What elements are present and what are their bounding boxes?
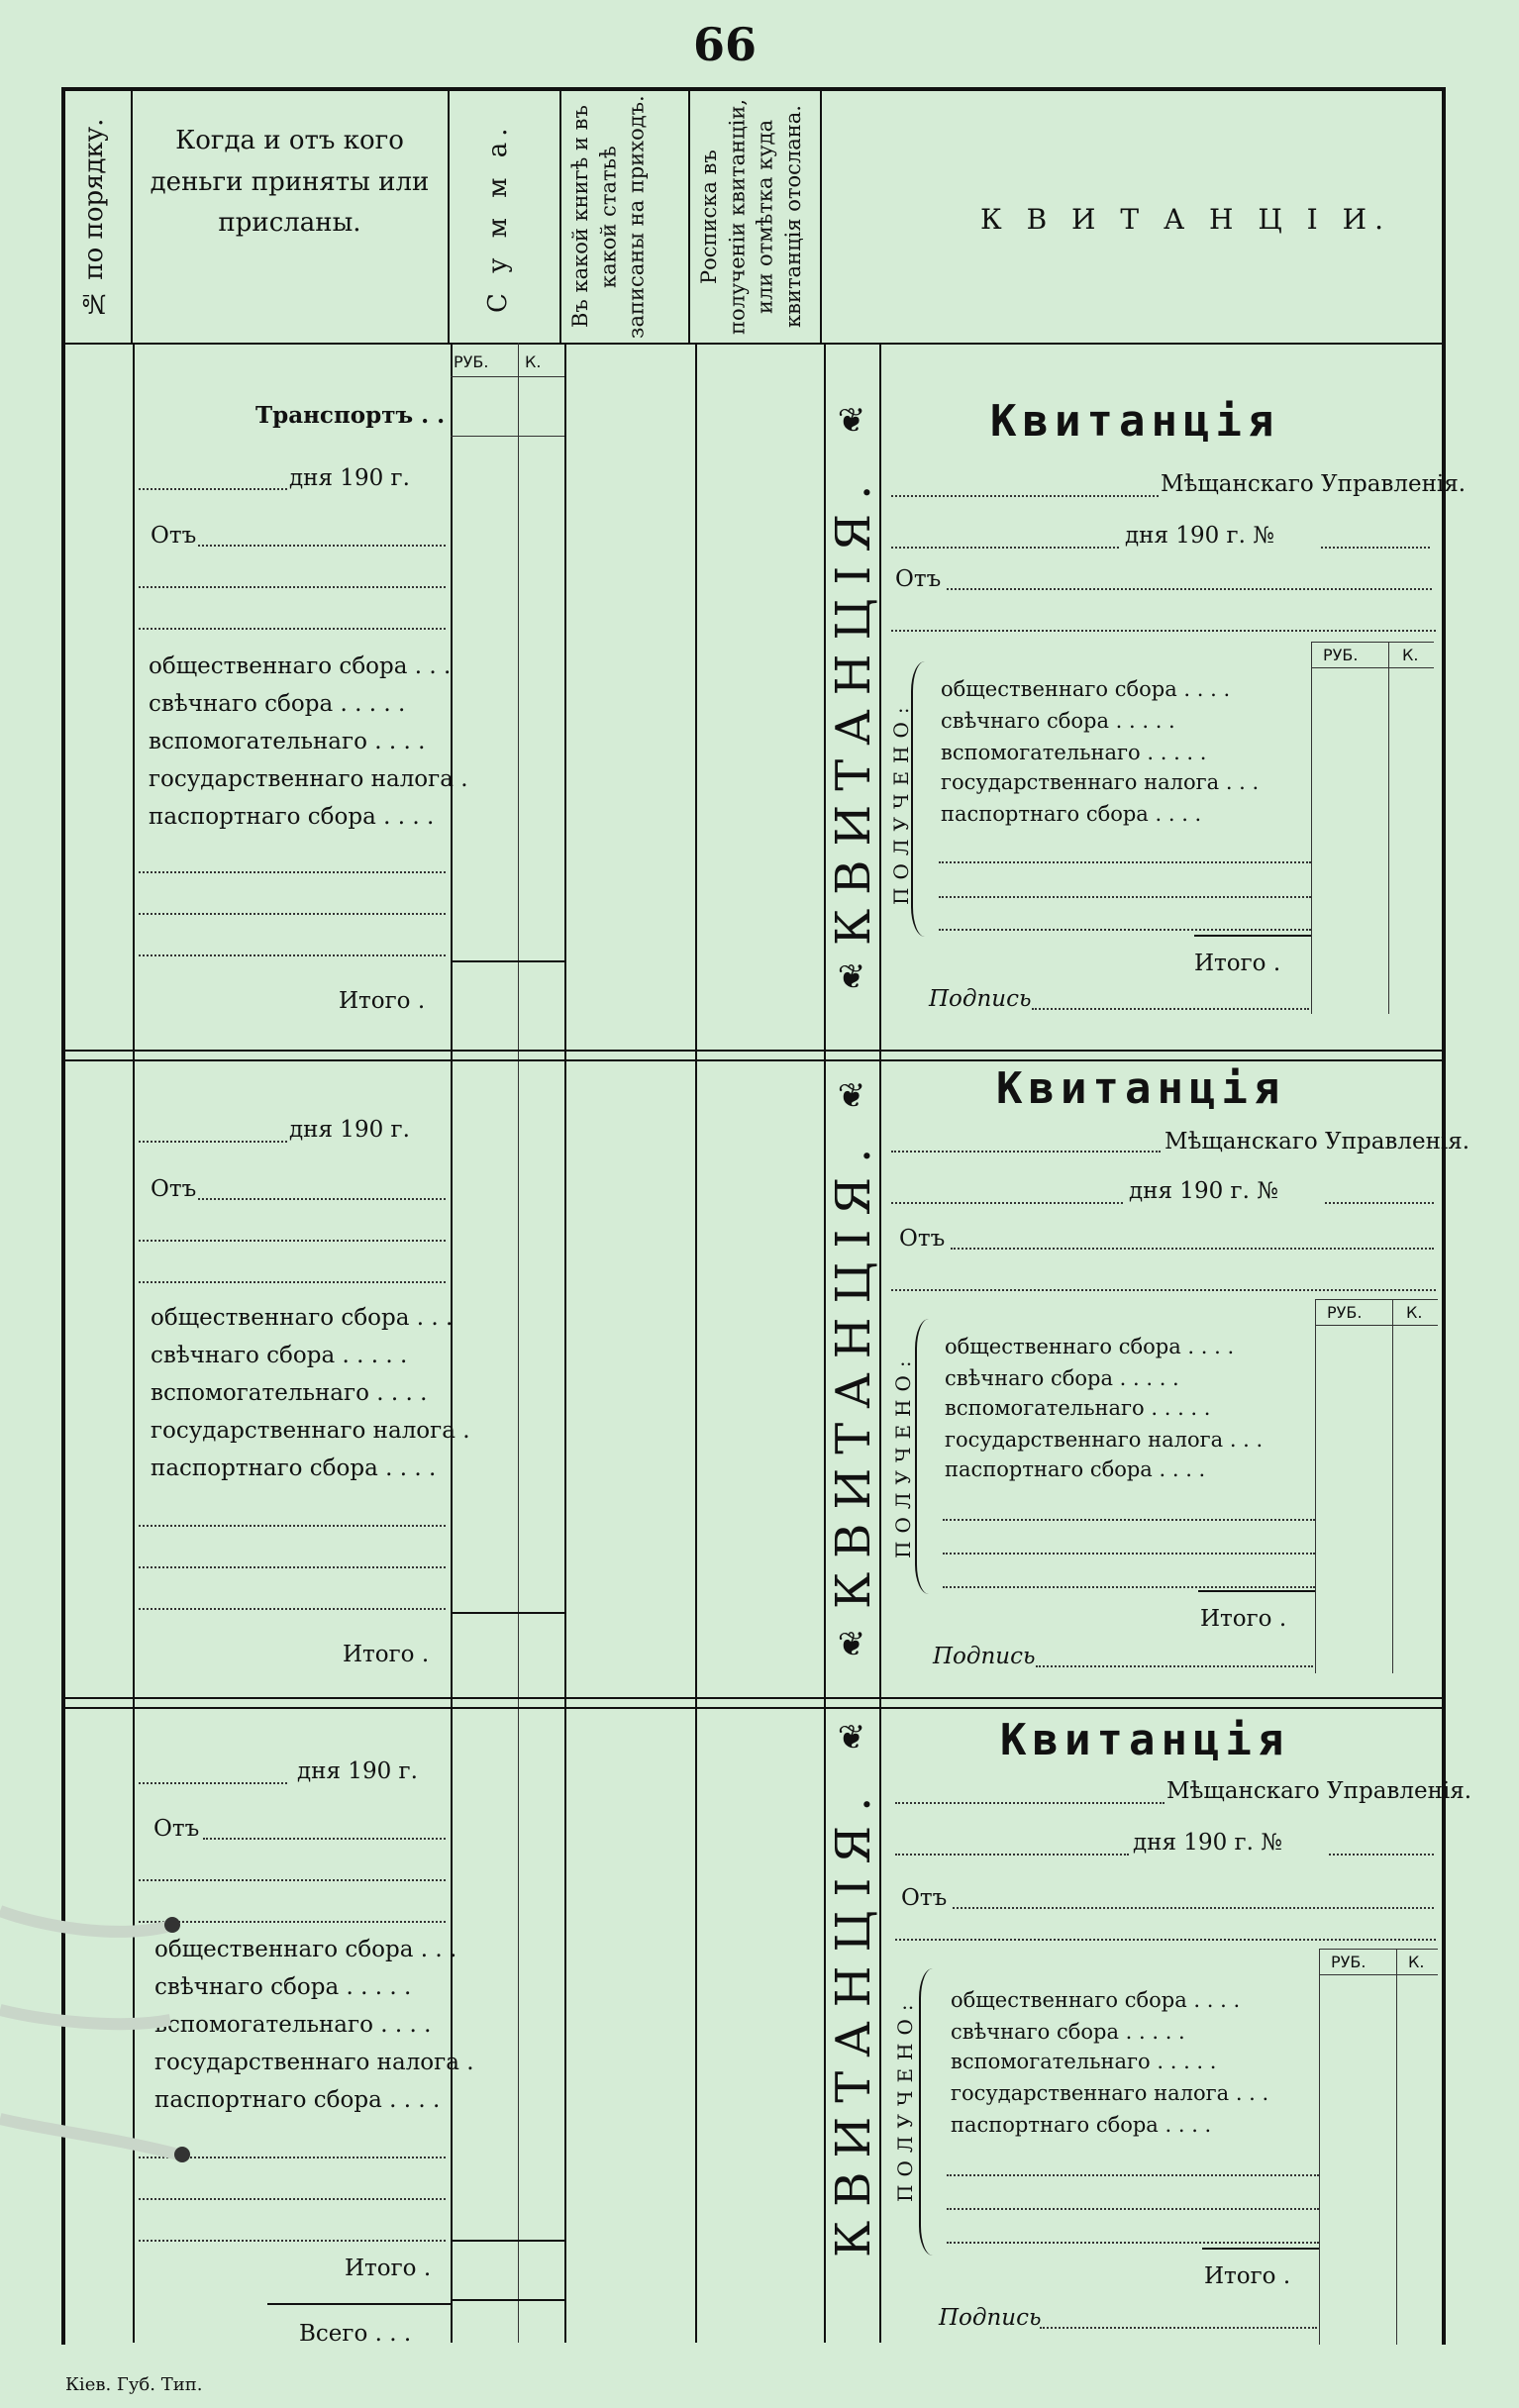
blank-dots: [139, 1608, 446, 1610]
receipt1-title: Квитанція: [990, 396, 1280, 447]
units-rule: [1396, 1949, 1397, 2345]
receipt1-rub-label: РУБ.: [1323, 646, 1359, 664]
stub2-item: свѣчнаго сбора . . . . .: [151, 1343, 408, 1368]
spine-title: КВИТАНЦІЯ.: [826, 470, 881, 946]
signature-dots: [1032, 1008, 1309, 1010]
receipt2-item: паспортнаго сбора . . . .: [945, 1457, 1206, 1481]
header-col-sign: Росписка въ полученіи квитанціи, или отмѣтка куда квитанція отослана.: [697, 99, 806, 336]
receipt3-item: паспортнаго сбора . . . .: [951, 2113, 1212, 2137]
stub3-item: паспортнаго сбора . . . .: [154, 2087, 441, 2113]
header-col-number: № по порядку.: [79, 118, 109, 318]
section-divider: [61, 1707, 1444, 1709]
receipt2-kop-label: К.: [1406, 1303, 1423, 1322]
total-rule: [1198, 1590, 1315, 1592]
blank-dots: [139, 954, 446, 956]
header-sep: [559, 87, 561, 343]
blank-dots: [891, 1289, 1436, 1291]
receipt2-date: дня 190 г. №: [1129, 1178, 1278, 1204]
body-sep: [518, 343, 519, 2343]
received-label: ПОЛУЧЕНО:: [893, 1996, 917, 2202]
receipt1-office: Мѣщанскаго Управленія.: [1161, 471, 1467, 497]
header-sep: [688, 87, 690, 343]
header-sep: [131, 87, 133, 343]
receipt3-item: общественнаго сбора . . . .: [951, 1988, 1241, 2012]
receipt1-item: вспомогательнаго . . . . .: [941, 741, 1207, 764]
receipt1-total: Итого .: [1194, 951, 1281, 976]
blank-dots: [139, 2198, 446, 2200]
receipt2-item: государственнаго налога . . .: [945, 1428, 1264, 1452]
date-dots: [139, 1782, 287, 1784]
units-rule: [1315, 1325, 1438, 1326]
date-dots: [139, 1141, 287, 1143]
total-rule: [1194, 935, 1311, 937]
brace: [919, 1968, 935, 2256]
receipt3-kop-label: К.: [1408, 1953, 1425, 1971]
receipt3-rub-label: РУБ.: [1331, 1953, 1367, 1971]
blank-dots: [895, 1939, 1436, 1941]
receipt3-item: свѣчнаго сбора . . . . .: [951, 2020, 1185, 2044]
received-label: ПОЛУЧЕНО:: [889, 699, 913, 905]
receipt3-date: дня 190 г. №: [1133, 1830, 1282, 1856]
receipt2-office: Мѣщанскаго Управленія.: [1165, 1129, 1470, 1154]
section-divider: [61, 1697, 1444, 1699]
blank-dots: [139, 871, 446, 873]
stub3-item: свѣчнаго сбора . . . . .: [154, 1974, 412, 2000]
header-col-when: Когда и отъ кого деньги приняты или присланы.: [150, 126, 430, 239]
blank-dots: [139, 1281, 446, 1283]
blank-dots: [939, 896, 1311, 898]
receipt2-total: Итого .: [1200, 1606, 1287, 1632]
receipt2-signature: Подпись: [933, 1644, 1036, 1669]
stub3-from: Отъ: [153, 1816, 200, 1842]
sum-rule: [451, 960, 564, 962]
stub1-total: Итого .: [339, 988, 426, 1014]
stub2-from: Отъ: [151, 1176, 197, 1202]
units-rule: [1315, 1299, 1316, 1673]
signature-dots: [1040, 2327, 1317, 2329]
blank-dots: [139, 586, 446, 588]
from-dots: [947, 588, 1432, 590]
section-divider: [61, 1059, 1444, 1061]
date-dots: [891, 547, 1119, 549]
brace: [911, 661, 927, 937]
from-dots: [198, 545, 446, 547]
receipt2-title: Квитанція: [996, 1063, 1286, 1114]
spine-title: КВИТАНЦІЯ.: [826, 1782, 881, 2258]
stub2-item: паспортнаго сбора . . . .: [151, 1455, 437, 1481]
receipt3-item: государственнаго налога . . .: [951, 2081, 1269, 2105]
body-sep: [451, 343, 453, 2343]
number-dots: [1325, 1202, 1434, 1204]
receipt1-from: Отъ: [895, 566, 942, 592]
ornament-icon: ❦: [837, 1625, 866, 1664]
header-col-book: Въ какой книгѣ и въ какой статьѣ записаны на приходъ.: [568, 95, 649, 339]
date-dots: [891, 1202, 1123, 1204]
blank-dots: [891, 630, 1436, 632]
receipt1-date: дня 190 г. №: [1125, 523, 1274, 549]
office-dots: [895, 1802, 1165, 1804]
stub2-item: общественнаго сбора . . .: [151, 1305, 454, 1331]
frame-right: [1442, 87, 1446, 2345]
header-sep: [820, 87, 822, 343]
units-rule: [1392, 1299, 1393, 1673]
received-label: ПОЛУЧЕНО:: [891, 1353, 915, 1558]
stub1-item: паспортнаго сбора . . . .: [149, 804, 435, 830]
frame-top: [61, 87, 1444, 91]
sum-rule: [451, 1612, 564, 1614]
number-dots: [1321, 547, 1430, 549]
blank-dots: [139, 1525, 446, 1527]
stub3-date: дня 190 г.: [297, 1758, 418, 1784]
page-number: 66: [693, 18, 758, 71]
office-dots: [891, 495, 1159, 497]
stub1-transport: Транспортъ . .: [255, 402, 446, 429]
blank-dots: [943, 1519, 1315, 1521]
stub-kop-label: К.: [525, 352, 542, 371]
ornament-icon: ❦: [837, 1076, 866, 1116]
total-rule: [1202, 2248, 1319, 2250]
signature-dots: [1036, 1665, 1313, 1667]
stub1-date: дня 190 г.: [289, 465, 410, 491]
from-dots: [951, 1248, 1434, 1250]
blank-dots: [139, 913, 446, 915]
blank-dots: [139, 2240, 446, 2242]
printer-imprint: Кiев. Губ. Тип.: [65, 2374, 203, 2395]
from-dots: [203, 1838, 446, 1840]
units-rule: [1315, 1299, 1438, 1300]
receipt3-total: Итого .: [1204, 2263, 1291, 2289]
stub3-item: общественнаго сбора . . .: [154, 1937, 457, 1962]
receipt2-from: Отъ: [899, 1226, 946, 1252]
office-dots: [891, 1151, 1161, 1153]
binding-string: [0, 1881, 198, 2198]
blank-dots: [139, 1240, 446, 1242]
stub1-item: свѣчнаго сбора . . . . .: [149, 691, 406, 717]
receipt1-item: свѣчнаго сбора . . . . .: [941, 709, 1175, 733]
stub1-item: вспомогательнаго . . . .: [149, 729, 426, 754]
receipt1-item: паспортнаго сбора . . . .: [941, 802, 1202, 826]
from-dots: [953, 1907, 1434, 1909]
receipt1-item: общественнаго сбора . . . .: [941, 677, 1231, 701]
stub1-item: общественнаго сбора . . .: [149, 653, 452, 679]
units-rule: [451, 376, 564, 377]
blank-dots: [943, 1586, 1315, 1588]
units-rule: [1311, 667, 1434, 668]
receipt3-from: Отъ: [901, 1885, 948, 1911]
receipt3-title: Квитанція: [1000, 1715, 1290, 1765]
stub3-item: вспомогательнаго . . . .: [154, 2012, 432, 2038]
stub2-item: государственнаго налога .: [151, 1418, 470, 1444]
blank-dots: [947, 2174, 1319, 2176]
number-dots: [1329, 1854, 1434, 1856]
date-dots: [139, 488, 287, 490]
stub3-item: государственнаго налога .: [154, 2050, 474, 2075]
body-sep: [564, 343, 566, 2343]
receipt1-kop-label: К.: [1402, 646, 1419, 664]
units-rule: [1311, 642, 1434, 643]
header-bottom-rule: [61, 343, 1444, 345]
transport-rule: [451, 436, 564, 437]
from-dots: [198, 1198, 446, 1200]
receipt1-item: государственнаго налога . . .: [941, 770, 1260, 794]
ornament-icon: ❦: [837, 957, 866, 997]
receipt3-office: Мѣщанскаго Управленія.: [1166, 1778, 1472, 1804]
blank-dots: [943, 1553, 1315, 1555]
brace: [915, 1319, 931, 1594]
stub3-grand-total: Всего . . .: [299, 2321, 412, 2347]
receipt3-item: вспомогательнаго . . . . .: [951, 2050, 1217, 2073]
stub1-item: государственнаго налога .: [149, 766, 468, 792]
receipt3-signature: Подпись: [939, 2305, 1042, 2331]
blank-dots: [947, 2208, 1319, 2210]
grand-total-rule: [267, 2303, 452, 2305]
header-col-sum: С у м м а.: [483, 122, 513, 314]
receipt2-item: общественнаго сбора . . . .: [945, 1335, 1235, 1358]
sum-rule: [451, 2240, 564, 2242]
receipt1-signature: Подпись: [929, 986, 1032, 1012]
blank-dots: [139, 628, 446, 630]
stub-rub-label: РУБ.: [454, 352, 489, 371]
date-dots: [895, 1854, 1129, 1856]
spine-title: КВИТАНЦІЯ.: [826, 1134, 881, 1609]
blank-dots: [947, 2242, 1319, 2244]
blank-dots: [939, 861, 1311, 863]
blank-dots: [939, 929, 1311, 931]
header-sep: [448, 87, 450, 343]
units-rule: [1319, 1974, 1438, 1975]
units-rule: [1388, 642, 1389, 1014]
ornament-icon: ❦: [837, 1718, 866, 1757]
sum-rule: [451, 2299, 564, 2301]
stub1-from: Отъ: [151, 523, 197, 549]
ornament-icon: ❦: [837, 401, 866, 441]
body-sep: [695, 343, 697, 2343]
receipt2-rub-label: РУБ.: [1327, 1303, 1363, 1322]
receipt2-item: вспомогательнаго . . . . .: [945, 1396, 1211, 1420]
header-col-receipts: К В И Т А Н Ц І И.: [980, 203, 1391, 236]
stub3-total: Итого .: [345, 2256, 432, 2281]
stub2-total: Итого .: [343, 1642, 430, 1667]
units-rule: [1311, 642, 1312, 1014]
stub2-date: дня 190 г.: [289, 1117, 410, 1143]
units-rule: [1319, 1949, 1320, 2345]
blank-dots: [139, 1566, 446, 1568]
units-rule: [1319, 1949, 1438, 1950]
stub2-item: вспомогательнаго . . . .: [151, 1380, 428, 1406]
receipt2-item: свѣчнаго сбора . . . . .: [945, 1366, 1179, 1390]
section-divider: [61, 1050, 1444, 1052]
